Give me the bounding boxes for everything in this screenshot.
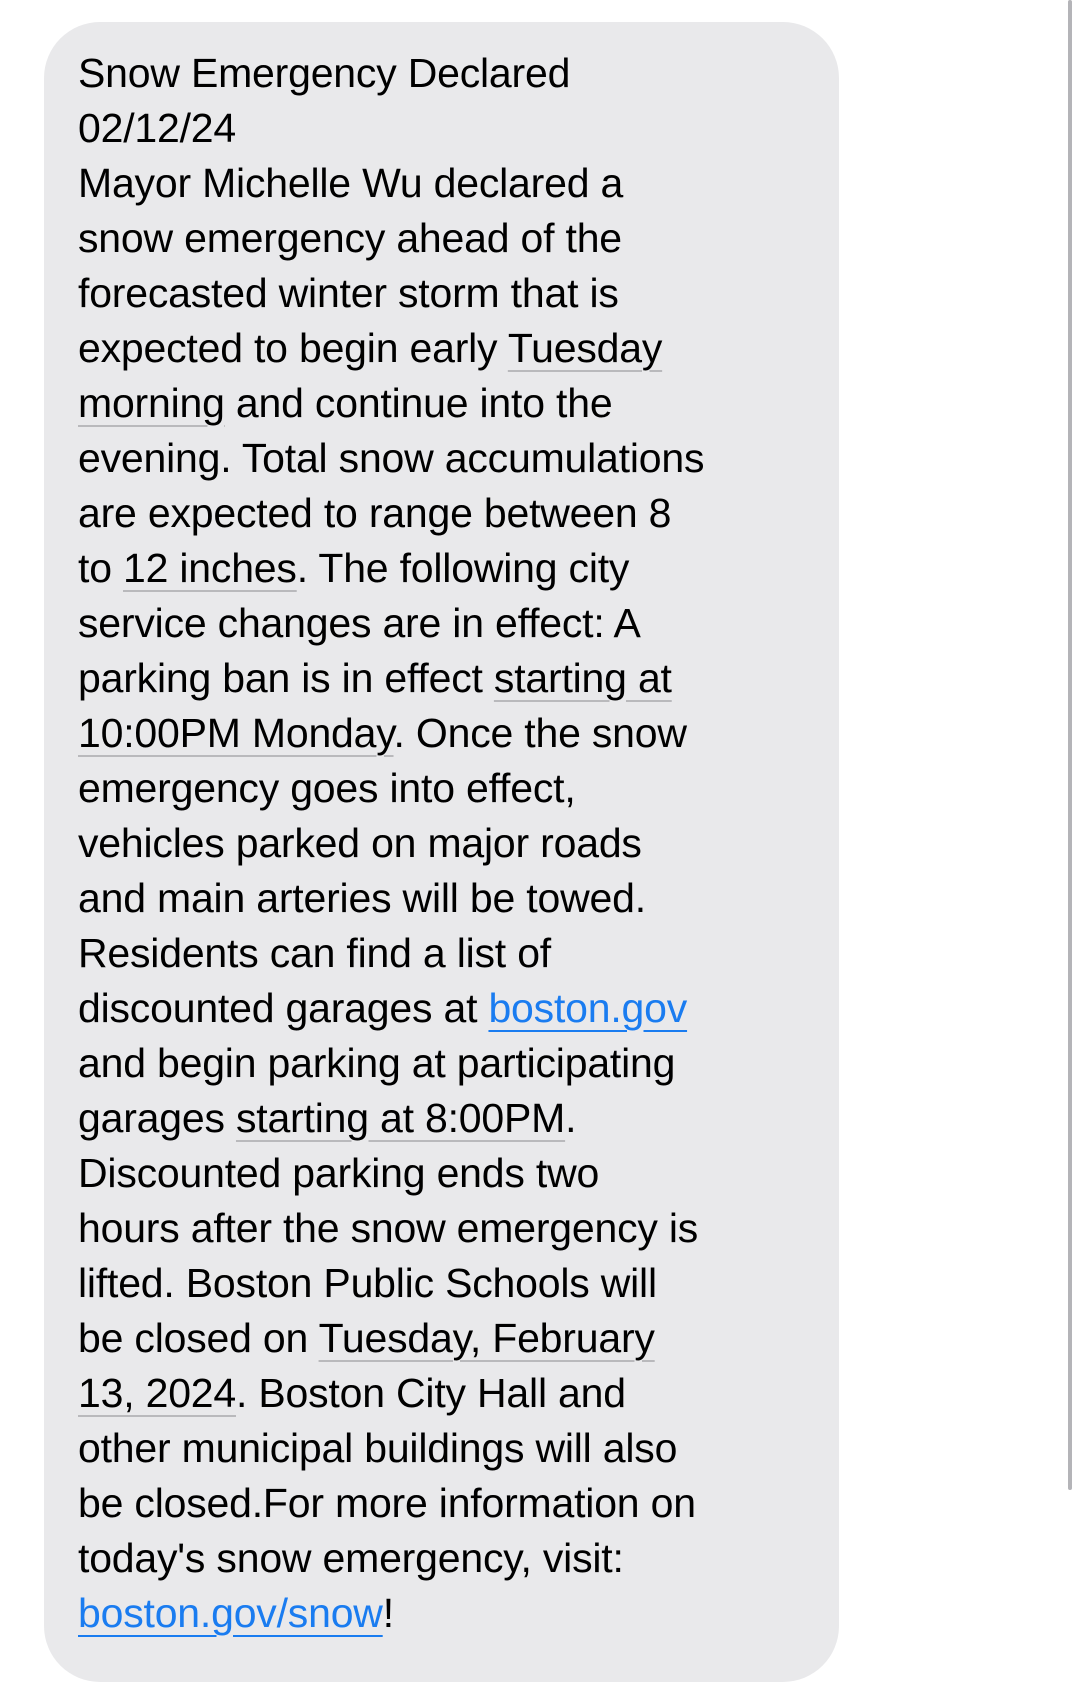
message-date: 02/12/24 <box>78 105 236 151</box>
message-line: evening. Total snow accumulations <box>78 435 705 481</box>
message-line: hours after the snow emergency is <box>78 1205 699 1251</box>
message-line: 10:00PM Monday. Once the snow <box>78 710 687 756</box>
message-line: emergency goes into effect, <box>78 765 576 811</box>
message-line: Discounted parking ends two <box>78 1150 600 1196</box>
message-line: lifted. Boston Public Schools will <box>78 1260 657 1306</box>
message-line: be closed on Tuesday, February <box>78 1315 655 1361</box>
date-link-tuesday-february[interactable]: Tuesday, February <box>318 1315 655 1361</box>
boston-gov-snow-link[interactable]: boston.gov/snow <box>78 1590 383 1636</box>
message-line: parking ban is in effect starting at <box>78 655 672 701</box>
message-line: service changes are in effect: A <box>78 600 641 646</box>
message-line: Residents can find a list of <box>78 930 551 976</box>
message-line: discounted garages at boston.gov <box>78 985 688 1031</box>
message-line: Mayor Michelle Wu declared a <box>78 160 624 206</box>
message-line: garages starting at 8:00PM. <box>78 1095 577 1141</box>
message-line: forecasted winter storm that is <box>78 270 619 316</box>
measurement-link-12-inches[interactable]: 12 inches <box>123 545 297 591</box>
date-link-february-13-2024[interactable]: 13, 2024 <box>78 1370 236 1416</box>
message-line: and main arteries will be towed. <box>78 875 646 921</box>
date-link-tuesday-morning-cont[interactable]: morning <box>78 380 225 426</box>
date-link-10pm-monday[interactable]: 10:00PM Monday <box>78 710 394 756</box>
scrollbar[interactable] <box>1068 0 1072 1490</box>
message-line: vehicles parked on major roads <box>78 820 642 866</box>
date-link-starting-8pm[interactable]: starting at 8:00PM <box>235 1095 566 1141</box>
message-line: boston.gov/snow! <box>78 1590 394 1636</box>
message-line: expected to begin early Tuesday <box>78 325 663 371</box>
message-bubble[interactable] <box>44 22 839 1682</box>
message-line: morning and continue into the <box>78 380 613 426</box>
date-link-tuesday-morning[interactable]: Tuesday <box>507 325 663 371</box>
message-line: and begin parking at participating <box>78 1040 676 1086</box>
message-line: to 12 inches. The following city <box>78 545 630 591</box>
message-line: 13, 2024. Boston City Hall and <box>78 1370 626 1416</box>
message-line: today's snow emergency, visit: <box>78 1535 624 1581</box>
message-line: are expected to range between 8 <box>78 490 672 536</box>
message-line: be closed.For more information on <box>78 1480 696 1526</box>
message-title: Snow Emergency Declared <box>78 50 571 96</box>
message-line: snow emergency ahead of the <box>78 215 622 261</box>
date-link-starting-10pm[interactable]: starting at <box>493 655 672 701</box>
message-line: other municipal buildings will also <box>78 1425 678 1471</box>
boston-gov-link[interactable]: boston.gov <box>488 985 688 1031</box>
